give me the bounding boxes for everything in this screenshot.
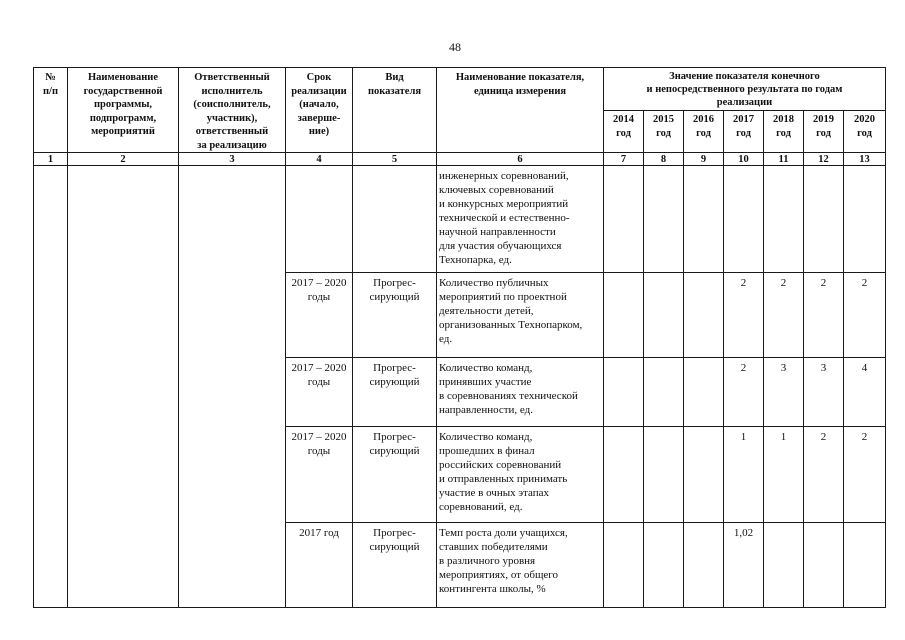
header-number: № п/п <box>34 68 68 153</box>
cell-value-2017 <box>724 166 764 273</box>
header-year-2020: 2020 год <box>844 111 886 153</box>
column-numbers-row <box>34 153 886 166</box>
column-number: 9 <box>684 153 724 166</box>
cell-indicator-type: Прогрес- сирующий <box>353 273 437 358</box>
cell-value-2015 <box>644 523 684 608</box>
cell-indicator-name: инженерных соревнований, ключевых соревнований и конкурсных мероприятий технической и естественно- научной направленности для участия обучающихся Технопарка, ед. <box>437 166 604 273</box>
cell-period: 2017 – 2020 годы <box>286 358 353 427</box>
cell-period <box>286 166 353 273</box>
cell-value-2019: 3 <box>804 358 844 427</box>
cell-value-2014 <box>604 273 644 358</box>
cell-indicator-type: Прогрес- сирующий <box>353 427 437 523</box>
cell-period: 2017 год <box>286 523 353 608</box>
cell-value-2019 <box>804 523 844 608</box>
cell-indicator-name: Количество команд, прошедших в финал российских соревнований и отправленных принимать участие в очных этапах соревнований, ед. <box>437 427 604 523</box>
column-number: 12 <box>804 153 844 166</box>
header-year-2014: 2014 год <box>604 111 644 153</box>
column-number: 6 <box>437 153 604 166</box>
cell-value-2016 <box>684 523 724 608</box>
column-number: 11 <box>764 153 804 166</box>
cell-indicator-type: Прогрес- сирующий <box>353 523 437 608</box>
column-number: 1 <box>34 153 68 166</box>
cell-value-2020: 2 <box>844 273 886 358</box>
cell-value-2020: 4 <box>844 358 886 427</box>
indicators-table <box>33 67 886 608</box>
cell-value-2017: 2 <box>724 358 764 427</box>
cell-indicator-type: Прогрес- сирующий <box>353 358 437 427</box>
cell-value-2020 <box>844 166 886 273</box>
column-number: 8 <box>644 153 684 166</box>
cell-responsible-executor <box>179 166 286 608</box>
cell-value-2016 <box>684 166 724 273</box>
cell-value-2018: 2 <box>764 273 804 358</box>
header-indicator-values: Значение показателя конечного и непосредственного результата по годам реализации <box>604 68 886 111</box>
cell-value-2020 <box>844 523 886 608</box>
cell-value-2018 <box>764 166 804 273</box>
header-responsible-executor: Ответственный исполнитель (соисполнитель, участник), ответственный за реализацию <box>179 68 286 153</box>
cell-value-2018: 3 <box>764 358 804 427</box>
header-program-name: Наименование государственной программы, подпрограмм, мероприятий <box>68 68 179 153</box>
header-implementation-period: Срок реализации (начало, заверше- ние) <box>286 68 353 153</box>
cell-value-2017: 2 <box>724 273 764 358</box>
cell-value-2015 <box>644 358 684 427</box>
cell-value-2016 <box>684 358 724 427</box>
cell-value-2014 <box>604 166 644 273</box>
column-number: 4 <box>286 153 353 166</box>
cell-value-2015 <box>644 427 684 523</box>
column-number: 3 <box>179 153 286 166</box>
column-number: 13 <box>844 153 886 166</box>
cell-period: 2017 – 2020 годы <box>286 273 353 358</box>
cell-value-2014 <box>604 523 644 608</box>
column-number: 7 <box>604 153 644 166</box>
cell-number <box>34 166 68 608</box>
cell-program-name <box>68 166 179 608</box>
header-year-2016: 2016 год <box>684 111 724 153</box>
cell-value-2016 <box>684 427 724 523</box>
header-indicator-name: Наименование показателя, единица измерения <box>437 68 604 153</box>
cell-indicator-name: Темп роста доли учащихся, ставших победителями в различного уровня мероприятиях, от общего контингента школы, % <box>437 523 604 608</box>
cell-period: 2017 – 2020 годы <box>286 427 353 523</box>
header-year-2018: 2018 год <box>764 111 804 153</box>
header-year-2019: 2019 год <box>804 111 844 153</box>
header-indicator-type: Вид показателя <box>353 68 437 153</box>
cell-value-2020: 2 <box>844 427 886 523</box>
cell-value-2018 <box>764 523 804 608</box>
table-row <box>34 166 886 273</box>
column-number: 2 <box>68 153 179 166</box>
cell-value-2015 <box>644 273 684 358</box>
header-row <box>34 68 886 111</box>
cell-value-2015 <box>644 166 684 273</box>
header-year-2015: 2015 год <box>644 111 684 153</box>
cell-value-2016 <box>684 273 724 358</box>
cell-value-2019 <box>804 166 844 273</box>
page-number: 48 <box>449 40 461 54</box>
cell-value-2014 <box>604 358 644 427</box>
cell-indicator-name: Количество публичных мероприятий по проектной деятельности детей, организованных Технопарком, ед. <box>437 273 604 358</box>
cell-value-2018: 1 <box>764 427 804 523</box>
cell-value-2019: 2 <box>804 427 844 523</box>
header-year-2017: 2017 год <box>724 111 764 153</box>
column-number: 10 <box>724 153 764 166</box>
cell-value-2017: 1,02 <box>724 523 764 608</box>
cell-indicator-name: Количество команд, принявших участие в соревнованиях технической направленности, ед. <box>437 358 604 427</box>
cell-value-2014 <box>604 427 644 523</box>
cell-value-2017: 1 <box>724 427 764 523</box>
cell-value-2019: 2 <box>804 273 844 358</box>
cell-indicator-type <box>353 166 437 273</box>
column-number: 5 <box>353 153 437 166</box>
